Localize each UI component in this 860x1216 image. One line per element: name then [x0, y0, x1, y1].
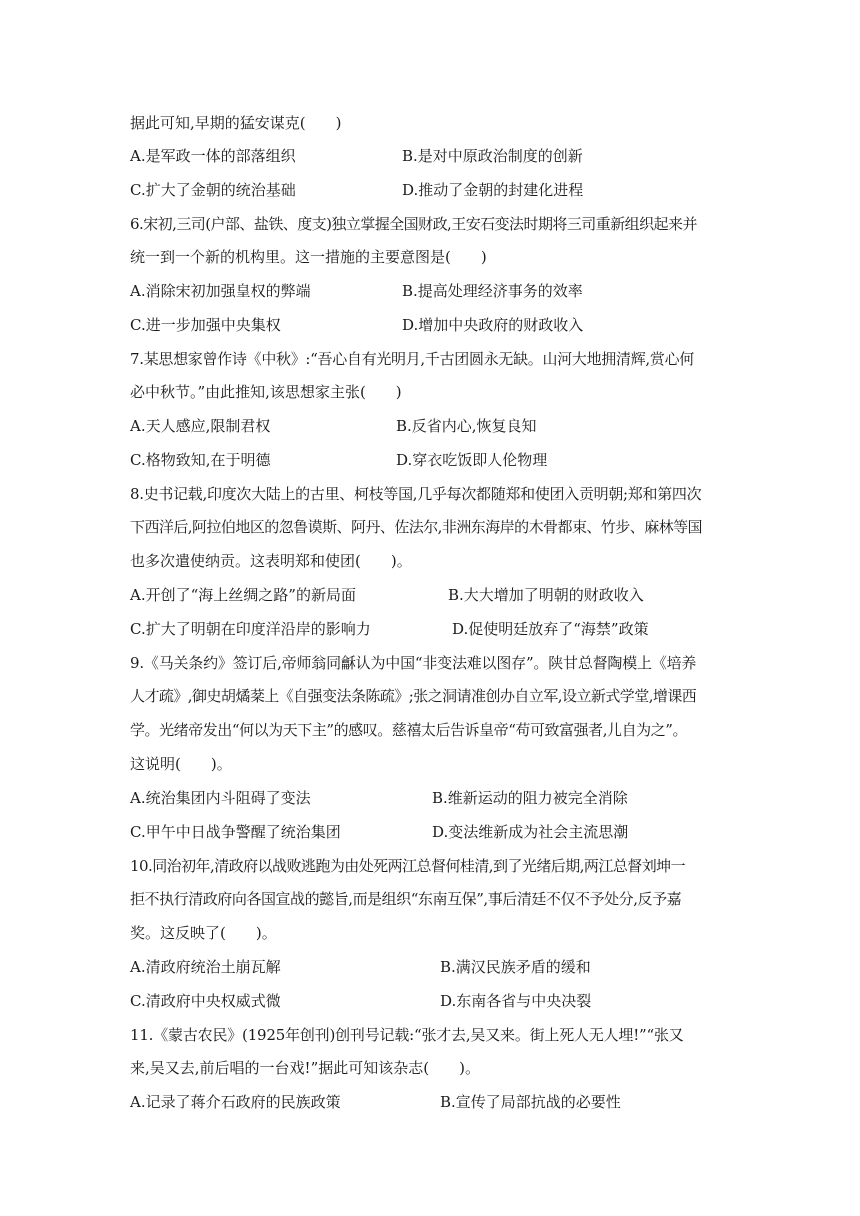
q6-option-b: B.提高处理经济事务的效率	[402, 282, 583, 300]
q8-stem-line-2: 下西洋后,阿拉伯地区的忽鲁谟斯、阿丹、佐法尔,非洲东海岸的木骨都束、竹步、麻林等国	[130, 518, 702, 536]
q8-option-c: C.扩大了明朝在印度洋沿岸的影响力	[130, 620, 371, 638]
q9-option-d: D.变法维新成为社会主流思潮	[432, 823, 629, 841]
q7-option-b: B.反省内心,恢复良知	[396, 417, 537, 435]
q7-option-a: A.天人感应,限制君权	[130, 417, 271, 435]
q11-stem-line-2: 来,吴又去,前后唱的一台戏!”据此可知该杂志( )。	[130, 1059, 480, 1077]
q10-option-a: A.清政府统治土崩瓦解	[130, 958, 281, 976]
q8-stem-line-3: 也多次遣使纳贡。这表明郑和使团( )。	[130, 552, 412, 570]
q7-option-d: D.穿衣吃饭即人伦物理	[396, 451, 548, 469]
q10-stem-line-3: 奖。这反映了( )。	[130, 924, 277, 942]
q9-option-b: B.维新运动的阻力被完全消除	[432, 789, 628, 807]
q6-option-c: C.进一步加强中央集权	[130, 316, 281, 334]
q10-option-d: D.东南各省与中央决裂	[440, 992, 592, 1010]
q6-option-d: D.增加中央政府的财政收入	[402, 316, 584, 334]
q7-stem-line-1: 7.某思想家曾作诗《中秋》:“吾心自有光明月,千古团圆永无缺。山河大地拥清辉,赏心何	[130, 350, 694, 368]
q6-option-a: A.消除宋初加强皇权的弊端	[130, 282, 311, 300]
q7-option-c: C.格物致知,在于明德	[130, 451, 271, 469]
q5-option-c: C.扩大了金朝的统治基础	[130, 181, 296, 199]
q8-option-a: A.开创了“海上丝绸之路”的新局面	[130, 586, 356, 604]
q8-option-d: D.促使明廷放弃了“海禁”政策	[452, 620, 649, 638]
q10-option-b: B.满汉民族矛盾的缓和	[440, 958, 591, 976]
q8-stem-line-1: 8.史书记载,印度次大陆上的古里、柯枝等国,几乎每次都随郑和使团入贡明朝;郑和第四次	[130, 485, 702, 503]
q9-stem-line-1: 9.《马关条约》签订后,帝师翁同龢认为中国“非变法难以图存”。陕甘总督陶模上《培养	[130, 654, 697, 672]
q5-option-a: A.是军政一体的部落组织	[130, 147, 296, 165]
q10-stem-line-1: 10.同治初年,清政府以战败逃跑为由处死两江总督何桂清,到了光绪后期,两江总督刘坤一	[130, 857, 686, 875]
q7-stem-line-2: 必中秋节。”由此推知,该思想家主张( )	[130, 383, 402, 401]
q6-stem-line-2: 统一到一个新的机构里。这一措施的主要意图是( )	[130, 248, 487, 266]
q9-option-c: C.甲午中日战争警醒了统治集团	[130, 823, 341, 841]
q5-option-d: D.推动了金朝的封建化进程	[402, 181, 584, 199]
q10-stem-line-2: 拒不执行清政府向各国宣战的懿旨,而是组织“东南互保”,事后清廷不仅不予处分,反予嘉	[130, 890, 682, 908]
q9-stem-line-2: 人才疏》,御史胡燏棻上《自强变法条陈疏》;张之洞请准创办自立军,设立新式学堂,增课西	[130, 687, 697, 705]
q10-option-c: C.清政府中央权威式微	[130, 992, 281, 1010]
q9-stem-line-4: 这说明( )。	[130, 755, 232, 773]
q11-option-a: A.记录了蒋介石政府的民族政策	[130, 1093, 341, 1111]
q9-option-a: A.统治集团内斗阻碍了变法	[130, 789, 311, 807]
q9-stem-line-3: 学。光绪帝发出“何以为天下主”的感叹。慈禧太后告诉皇帝“苟可致富强者,儿自为之”。	[130, 721, 687, 739]
q5-option-b: B.是对中原政治制度的创新	[402, 147, 583, 165]
q11-option-b: B.宣传了局部抗战的必要性	[440, 1093, 621, 1111]
q8-option-b: B.大大增加了明朝的财政收入	[448, 586, 644, 604]
q11-stem-line-1: 11.《蒙古农民》(1925年创刊)创刊号记载:“张才去,吴又来。街上死人无人埋!”“张又	[130, 1026, 684, 1044]
q6-stem-line-1: 6.宋初,三司(户部、盐铁、度支)独立掌握全国财政,王安石变法时期将三司重新组织起来并	[130, 215, 697, 233]
intro-text: 据此可知,早期的猛安谋克( )	[130, 114, 342, 132]
